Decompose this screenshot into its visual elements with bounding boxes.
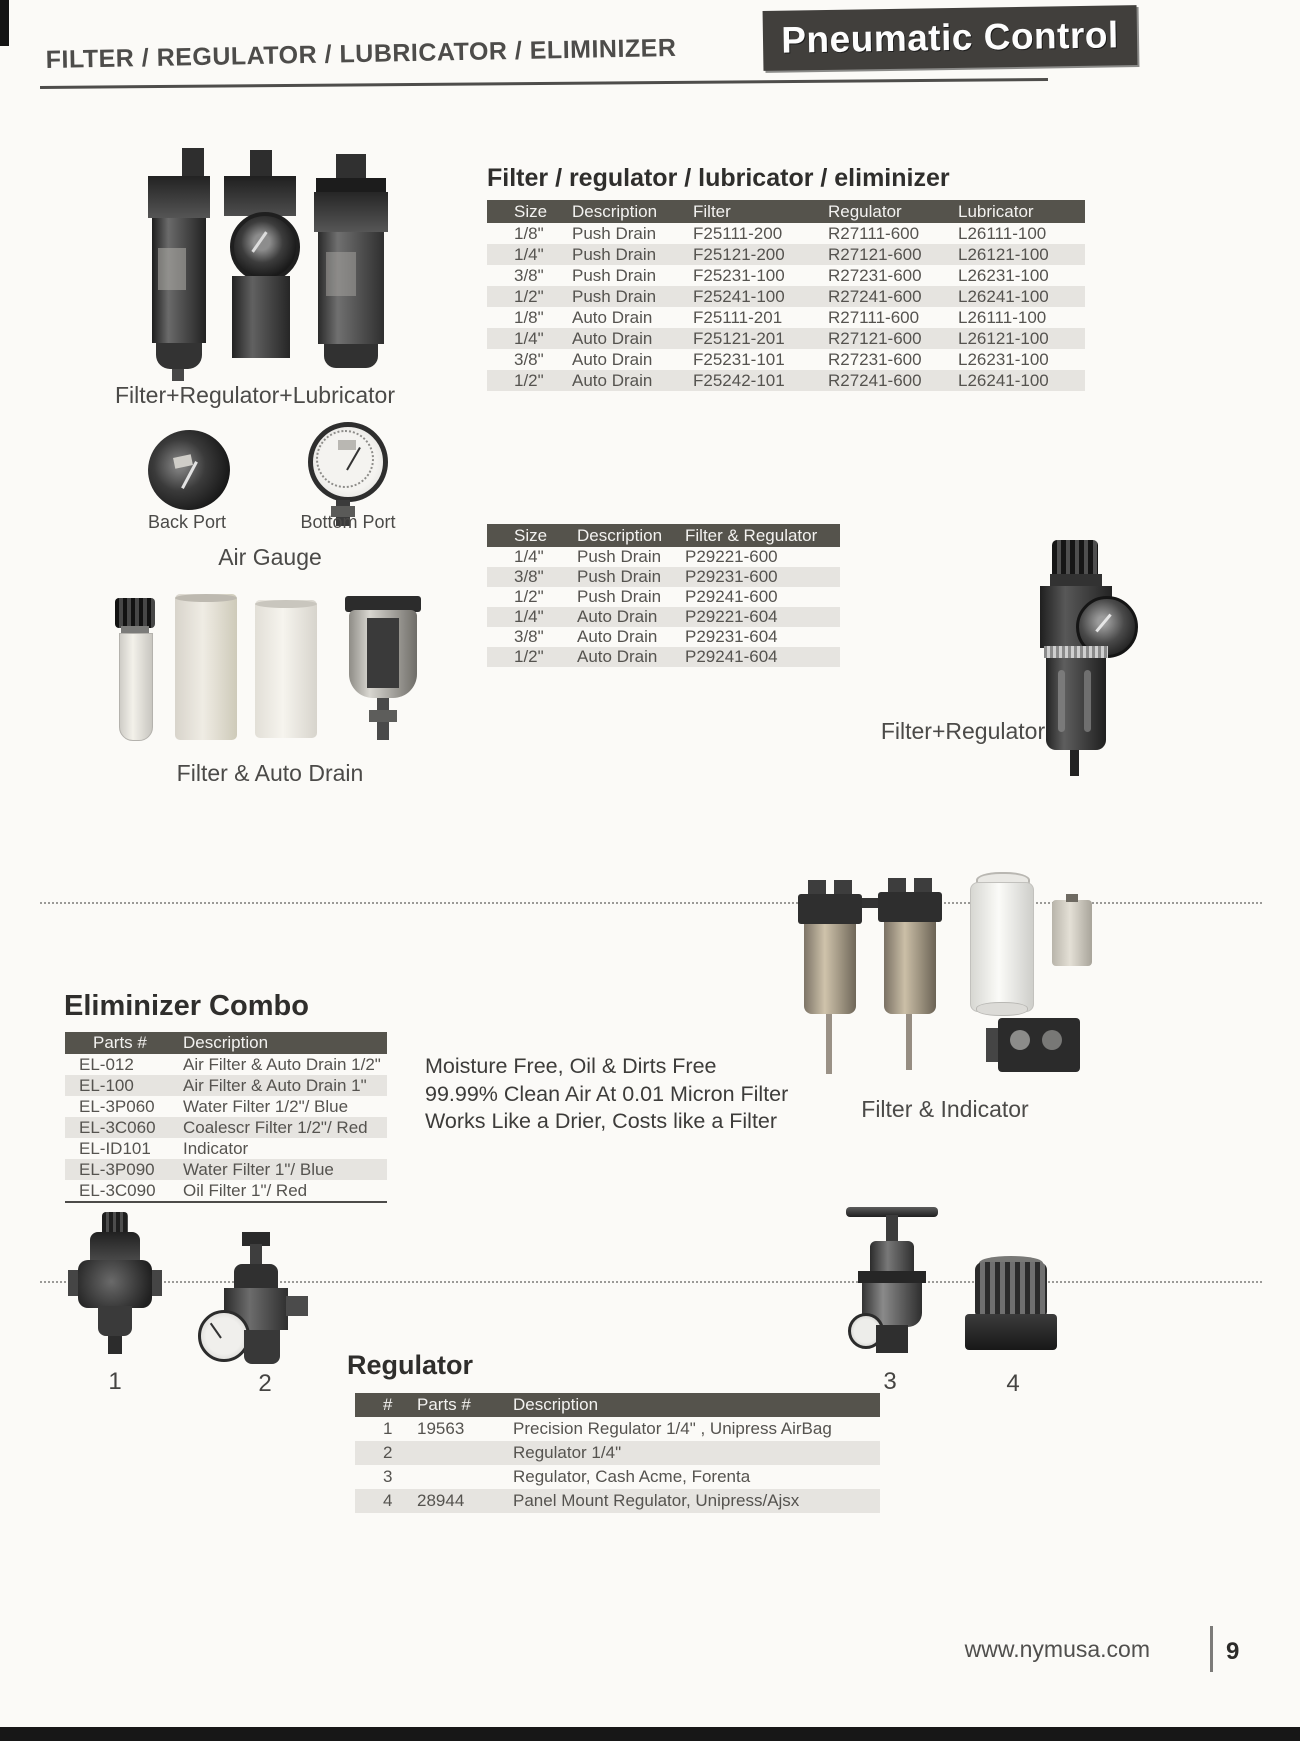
- page-number: 9: [1226, 1638, 1240, 1665]
- cell: Oil Filter 1"/ Red: [183, 1180, 308, 1200]
- table-row: [355, 1465, 880, 1489]
- cell: R27231-600: [828, 349, 922, 369]
- decor-shape: [1052, 900, 1092, 966]
- cell: P29231-604: [685, 627, 778, 646]
- cell: L26231-100: [958, 349, 1049, 369]
- cell: 1/4": [514, 244, 544, 264]
- cell: P29221-600: [685, 547, 778, 566]
- table-row: [65, 1096, 387, 1117]
- frl-product-photo: [140, 148, 395, 386]
- regulator-1-photo: [68, 1212, 163, 1362]
- table-row: [355, 1489, 880, 1513]
- cell: 19563: [417, 1419, 465, 1438]
- decor-shape: [1066, 894, 1078, 902]
- back-port-gauge-photo: [148, 430, 230, 512]
- decor-shape: [148, 176, 210, 218]
- promo-line: Moisture Free, Oil & Dirts Free: [425, 1054, 717, 1078]
- cell: Push Drain: [577, 567, 662, 586]
- cell: F25231-101: [693, 349, 785, 369]
- cell: R27111-600: [828, 223, 920, 243]
- table-row: [487, 647, 840, 667]
- decor-shape: [286, 1296, 308, 1316]
- cell: F25111-200: [693, 223, 783, 243]
- table-row: [487, 349, 1085, 370]
- cell: L26111-100: [958, 223, 1047, 243]
- cell: 28944: [417, 1491, 465, 1510]
- cell: 3/8": [514, 349, 544, 369]
- decor-shape: [998, 1018, 1080, 1072]
- regulator-4-caption: 4: [1006, 1370, 1020, 1397]
- table-row: [487, 244, 1085, 265]
- cell: L26241-100: [958, 370, 1049, 390]
- decor-shape: [255, 600, 317, 738]
- scan-bottom-strip: [0, 1727, 1300, 1741]
- cell: 1/4": [514, 328, 544, 348]
- title-underline: [40, 78, 1048, 89]
- decor-shape: [965, 1314, 1057, 1350]
- cell: EL-3P090: [79, 1159, 155, 1179]
- table-row: [65, 1138, 387, 1159]
- filter-indicator-caption: Filter & Indicator: [861, 1096, 1029, 1122]
- regulator-2-photo: [198, 1232, 318, 1372]
- cell: Auto Drain: [577, 647, 658, 666]
- table-header-row: [487, 524, 840, 547]
- filter-auto-drain-photo: [105, 592, 435, 757]
- cell: Push Drain: [577, 587, 662, 606]
- decor-shape: [1058, 670, 1065, 732]
- eliminizer-title: Eliminizer Combo: [64, 990, 309, 1022]
- cell: F25231-100: [693, 265, 785, 285]
- decor-shape: [1070, 750, 1079, 776]
- regulator-title: Regulator: [347, 1350, 474, 1380]
- brand-badge: [763, 5, 1138, 71]
- decor-shape: [182, 148, 204, 178]
- footer-url: www.nymusa.com: [964, 1636, 1150, 1662]
- cell: Water Filter 1/2"/ Blue: [183, 1096, 349, 1116]
- regulator-table: [355, 1393, 880, 1513]
- regulator-2-caption: 2: [258, 1370, 272, 1397]
- cell: Air Filter & Auto Drain 1": [183, 1075, 367, 1095]
- cell: EL-012: [79, 1054, 134, 1074]
- decor-shape: [338, 440, 356, 450]
- decor-shape: [886, 1215, 898, 1243]
- cell: 3/8": [514, 567, 544, 586]
- brand-badge-label: Pneumatic Control: [780, 14, 1119, 61]
- scan-corner-mark: [0, 0, 9, 46]
- decor-shape: [1010, 1030, 1030, 1050]
- cell: 1/4": [514, 547, 544, 566]
- cell: 1: [383, 1419, 393, 1438]
- decor-shape: [369, 710, 397, 722]
- cell: F25241-100: [693, 286, 785, 306]
- decor-shape: [232, 276, 290, 358]
- cell: F25121-201: [693, 328, 785, 348]
- column-header: Size: [514, 201, 548, 221]
- cell: Regulator 1/4": [513, 1443, 622, 1462]
- cell: 1/4": [514, 607, 544, 626]
- table-row: [65, 1159, 387, 1180]
- cell: Regulator, Cash Acme, Forenta: [513, 1467, 751, 1486]
- cell: Auto Drain: [572, 307, 653, 327]
- cell: F25121-200: [693, 244, 785, 264]
- table-header-row: [487, 200, 1085, 223]
- decor-shape: [78, 1260, 152, 1308]
- decor-shape: [175, 594, 237, 740]
- column-header: Description: [572, 201, 658, 221]
- decor-shape: [884, 922, 936, 1014]
- cell: F25111-201: [693, 307, 783, 327]
- decor-shape: [98, 1306, 132, 1336]
- air-gauge-caption: Air Gauge: [218, 544, 322, 570]
- cell: Auto Drain: [572, 370, 653, 390]
- decor-shape: [326, 252, 356, 296]
- cell: 1/2": [514, 370, 544, 390]
- cell: L26231-100: [958, 265, 1049, 285]
- filter-auto-drain-caption: Filter & Auto Drain: [176, 760, 364, 786]
- promo-line: Works Like a Drier, Costs like a Filter: [425, 1109, 778, 1133]
- frl-photo-caption: Filter+Regulator+Lubricator: [115, 382, 395, 408]
- eliminizer-table: [65, 1032, 387, 1203]
- decor-shape: [1046, 658, 1106, 750]
- decor-shape: [1042, 1030, 1062, 1050]
- decor-shape: [198, 1310, 250, 1362]
- table-row: [487, 265, 1085, 286]
- cell: 1/2": [514, 286, 544, 306]
- column-header: Filter: [693, 201, 731, 221]
- decor-shape: [804, 924, 856, 1014]
- decor-shape: [870, 1241, 914, 1273]
- cell: EL-3C060: [79, 1117, 156, 1137]
- decor-shape: [175, 594, 237, 602]
- cell: Auto Drain: [572, 349, 653, 369]
- decor-shape: [158, 248, 186, 290]
- decor-shape: [1044, 646, 1108, 658]
- cell: R27231-600: [828, 265, 922, 285]
- cell: EL-3P060: [79, 1096, 155, 1116]
- filter-regulator-photo: [1040, 540, 1135, 776]
- cell: P29221-604: [685, 607, 778, 626]
- cell: 4: [383, 1491, 393, 1510]
- cell: R27121-600: [828, 244, 922, 264]
- cell: R27111-600: [828, 307, 920, 327]
- cell: 1/2": [514, 647, 544, 666]
- cell: L26241-100: [958, 286, 1049, 306]
- table-row: [487, 627, 840, 647]
- column-header: Regulator: [828, 201, 902, 221]
- footer-divider: [1210, 1626, 1213, 1672]
- table-row: [487, 370, 1085, 391]
- table-row: [487, 547, 840, 567]
- cell: 2: [383, 1443, 393, 1462]
- decor-shape: [230, 212, 300, 282]
- cell: P29241-600: [685, 587, 778, 606]
- table-row: [487, 223, 1085, 244]
- cell: EL-3C090: [79, 1180, 156, 1200]
- decor-shape: [367, 618, 399, 688]
- decor-shape: [970, 882, 1034, 1012]
- decor-shape: [224, 176, 296, 216]
- cell: Water Filter 1"/ Blue: [183, 1159, 334, 1179]
- decor-shape: [798, 894, 862, 924]
- column-header: Description: [183, 1033, 269, 1052]
- cell: Air Filter & Auto Drain 1/2": [183, 1054, 381, 1074]
- table-header-row: [65, 1032, 387, 1054]
- cell: Push Drain: [572, 265, 657, 285]
- column-header: Parts #: [417, 1395, 471, 1414]
- table-row: [487, 607, 840, 627]
- decor-shape: [975, 1262, 1047, 1316]
- cell: R27121-600: [828, 328, 922, 348]
- table-row: [65, 1180, 387, 1201]
- back-port-caption: Back Port: [147, 512, 227, 532]
- column-header: Description: [513, 1395, 599, 1414]
- decor-shape: [1052, 540, 1098, 576]
- column-header: Lubricator: [958, 201, 1034, 221]
- column-header: Description: [577, 525, 663, 545]
- frl-table: [487, 200, 1085, 391]
- cell: Auto Drain: [572, 328, 653, 348]
- decor-shape: [255, 600, 317, 608]
- cell: Panel Mount Regulator, Unipress/Ajsx: [513, 1491, 800, 1510]
- filter-indicator-photo: [790, 872, 1120, 1080]
- cell: F25242-101: [693, 370, 785, 390]
- column-header: Parts #: [93, 1033, 147, 1052]
- cell: L26121-100: [958, 328, 1049, 348]
- table-row: [487, 286, 1085, 307]
- regulator-3-caption: 3: [883, 1368, 897, 1395]
- decor-shape: [324, 344, 378, 368]
- regulator-1-caption: 1: [108, 1368, 122, 1395]
- regulator-3-photo: [842, 1205, 942, 1360]
- decor-shape: [314, 192, 388, 232]
- table-row: [487, 587, 840, 607]
- decor-shape: [244, 1330, 280, 1364]
- promo-text: [425, 1053, 788, 1136]
- cell: 3: [383, 1467, 393, 1486]
- promo-line: 99.99% Clean Air At 0.01 Micron Filter: [425, 1081, 789, 1106]
- cell: P29241-604: [685, 647, 778, 666]
- decor-shape: [876, 1325, 908, 1353]
- decor-shape: [976, 1002, 1028, 1016]
- frl-table-title: Filter / regulator / lubricator / eliminizer: [487, 164, 950, 192]
- decor-shape: [156, 343, 202, 369]
- cell: 1/8": [514, 307, 544, 327]
- cell: EL-ID101: [79, 1138, 151, 1158]
- cell: 3/8": [514, 265, 544, 285]
- cell: Push Drain: [572, 244, 657, 264]
- decor-shape: [119, 633, 153, 741]
- table-row: [65, 1117, 387, 1138]
- column-header: #: [383, 1395, 393, 1414]
- cell: P29231-600: [685, 567, 778, 586]
- table-header-row: [355, 1393, 880, 1417]
- table-row: [65, 1075, 387, 1096]
- decor-shape: [108, 1336, 122, 1354]
- decor-shape: [316, 430, 374, 488]
- cell: 1/2": [514, 587, 544, 606]
- regulator-4-photo: [965, 1260, 1060, 1358]
- cell: Auto Drain: [577, 607, 658, 626]
- decor-shape: [336, 154, 366, 180]
- decor-shape: [878, 892, 942, 922]
- cell: Indicator: [183, 1138, 249, 1158]
- column-header: Filter & Regulator: [685, 525, 818, 545]
- cell: Push Drain: [572, 223, 657, 243]
- cell: Auto Drain: [577, 627, 658, 646]
- decor-shape: [90, 1232, 140, 1262]
- decor-shape: [102, 1212, 128, 1234]
- table-row: [65, 1054, 387, 1075]
- decor-shape: [172, 369, 184, 381]
- cell: 3/8": [514, 627, 544, 646]
- cell: L26121-100: [958, 244, 1049, 264]
- cell: Precision Regulator 1/4" , Unipress AirBag: [513, 1419, 832, 1438]
- cell: L26111-100: [958, 307, 1047, 327]
- column-header: Size: [514, 525, 548, 545]
- cell: R27241-600: [828, 286, 922, 306]
- filter-regulator-table: [487, 524, 840, 667]
- table-row: [355, 1417, 880, 1441]
- cell: R27241-600: [828, 370, 922, 390]
- decor-shape: [1084, 670, 1091, 732]
- bottom-port-caption: Bottom Port: [300, 512, 396, 532]
- decor-shape: [826, 1014, 832, 1074]
- cell: Push Drain: [572, 286, 657, 306]
- table-row: [487, 307, 1085, 328]
- table-row: [487, 567, 840, 587]
- cell: Coalescr Filter 1/2"/ Red: [183, 1117, 368, 1137]
- decor-shape: [250, 150, 272, 178]
- filter-regulator-caption: Filter+Regulator: [880, 718, 1046, 744]
- cell: 1/8": [514, 223, 544, 243]
- table-row: [487, 328, 1085, 349]
- decor-shape: [858, 1271, 926, 1283]
- decor-shape: [906, 1014, 912, 1070]
- cell: Push Drain: [577, 547, 662, 566]
- decor-shape: [234, 1264, 278, 1290]
- decor-shape: [115, 598, 155, 628]
- page-title: FILTER / REGULATOR / LUBRICATOR / ELIMINIZER: [45, 33, 677, 75]
- cell: EL-100: [79, 1075, 134, 1095]
- table-row: [355, 1441, 880, 1465]
